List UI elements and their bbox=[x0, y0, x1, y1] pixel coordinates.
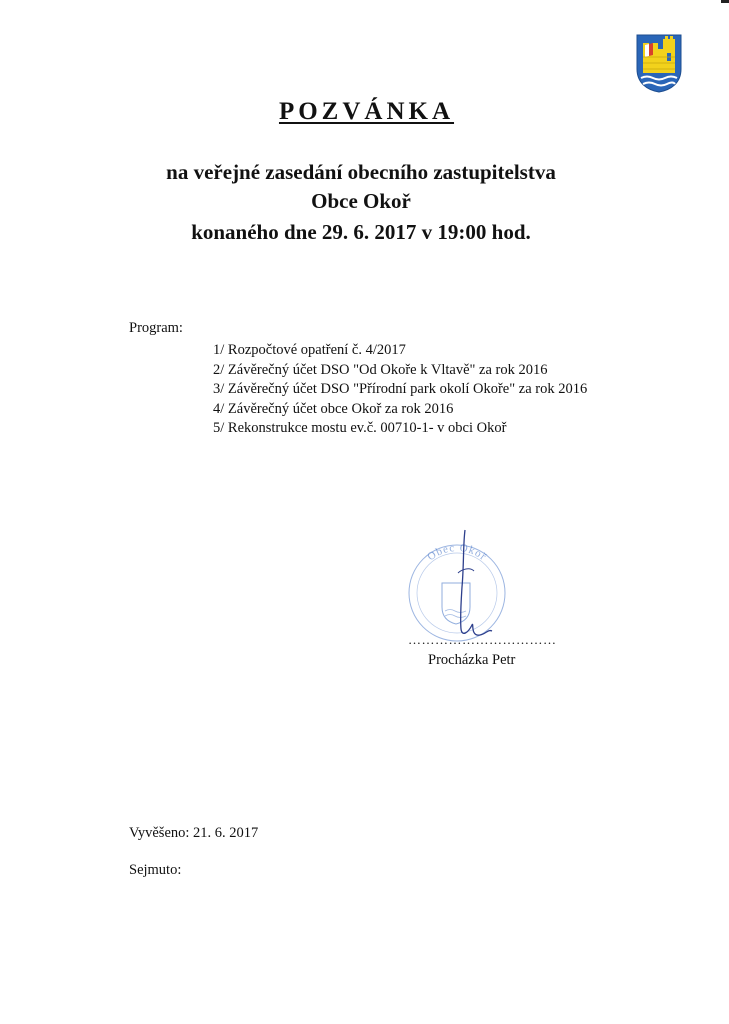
program-item: 5/ Rekonstrukce mostu ev.č. 00710-1- v obci Okoř bbox=[213, 420, 507, 436]
scan-edge-mark bbox=[721, 0, 729, 3]
program-list bbox=[213, 341, 587, 439]
svg-text:Obec Okoř bbox=[425, 542, 489, 563]
signature-line: …………………………… bbox=[408, 632, 557, 647]
taken-down-label: Sejmuto: bbox=[129, 862, 182, 878]
program-item: 4/ Závěrečný účet obce Okoř za rok 2016 bbox=[213, 400, 454, 417]
program-item: 3/ Závěrečný účet DSO "Přírodní park okolí Okoře" za rok 2016 bbox=[213, 381, 588, 397]
meeting-description: na veřejné zasedání obecního zastupitelstva bbox=[166, 160, 556, 184]
village-coat-of-arms bbox=[635, 33, 683, 93]
municipality-name: Obce Okoř bbox=[311, 189, 411, 213]
invitation-title: POZVÁNKA bbox=[278, 98, 455, 125]
stamp-text: Obec Okoř bbox=[425, 541, 489, 564]
program-item: 1/ Rozpočtové opatření č. 4/2017 bbox=[213, 342, 406, 358]
program-label: Program: bbox=[129, 320, 183, 336]
signer-name: Procházka Petr bbox=[428, 652, 516, 668]
posted-date: Vyvěšeno: 21. 6. 2017 bbox=[129, 825, 259, 841]
program-item: 2/ Závěrečný účet DSO "Od Okoře k Vltavě" za rok 2016 bbox=[213, 361, 548, 378]
meeting-date: konaného dne 29. 6. 2017 v 19:00 hod. bbox=[191, 220, 531, 244]
